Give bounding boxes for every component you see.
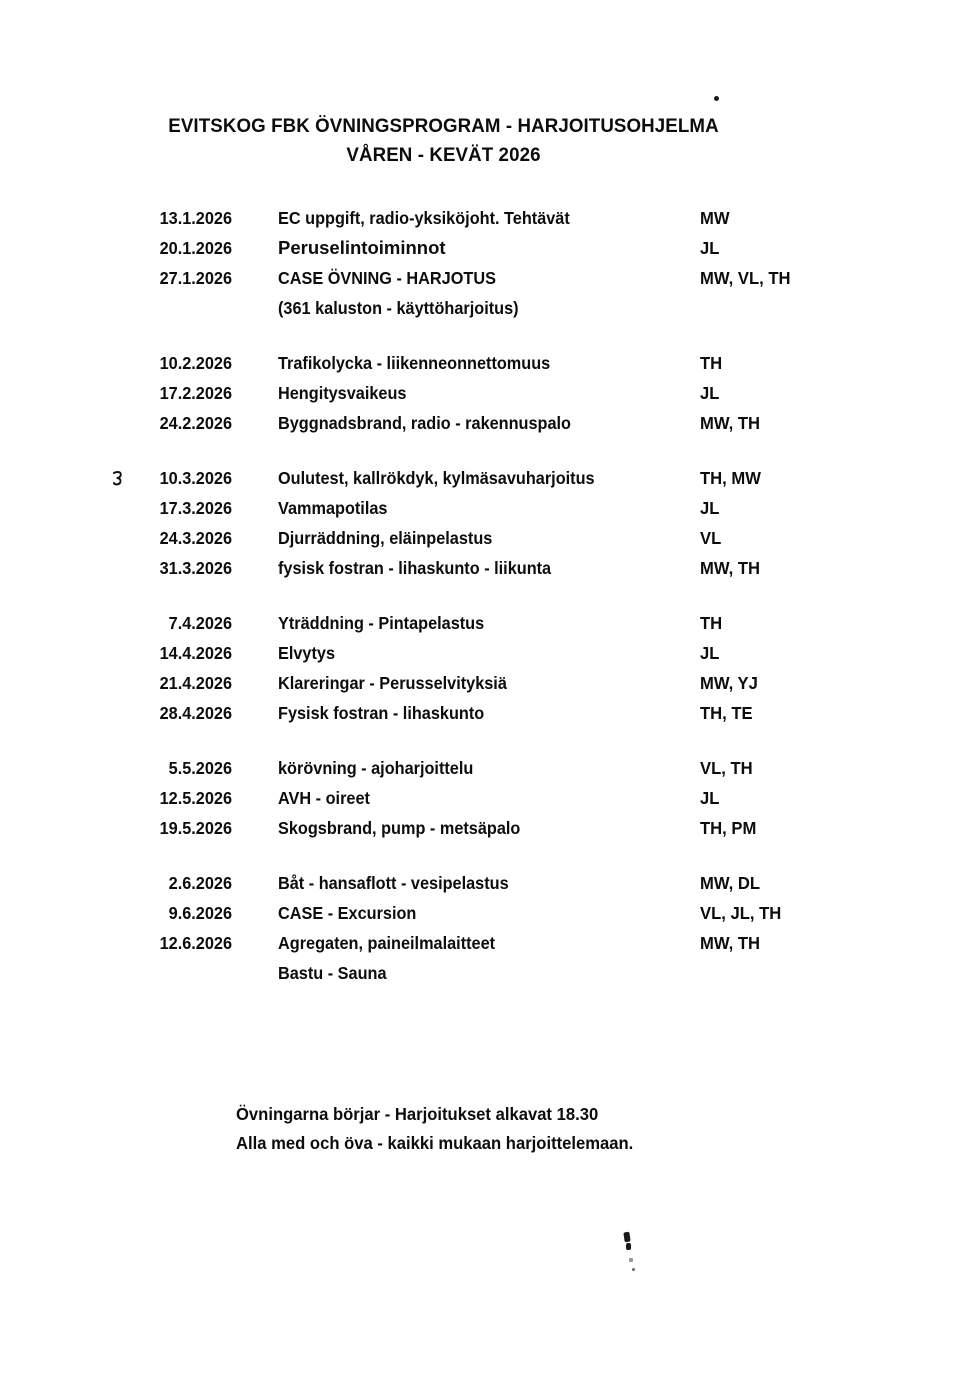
- table-row: [0, 668, 972, 698]
- table-row: [0, 638, 972, 668]
- document-title-line-2: VÅREN - KEVÄT 2026: [346, 144, 541, 166]
- schedule-instructors: VL: [700, 528, 722, 548]
- table-row: [0, 293, 972, 323]
- ink-speck-icon: [629, 1258, 633, 1262]
- table-row: [0, 783, 972, 813]
- table-row: [0, 813, 972, 843]
- ink-smudge-icon: [623, 1232, 630, 1243]
- schedule-description: Skogsbrand, pump - metsäpalo: [278, 818, 521, 838]
- schedule-description: EC uppgift, radio-yksiköjoht. Tehtävät: [278, 208, 570, 228]
- schedule-description: Oulutest, kallrökdyk, kylmäsavuharjoitus: [278, 468, 595, 488]
- handwritten-correction-icon: [112, 466, 124, 483]
- schedule-date: 12.6.2026: [159, 933, 232, 953]
- schedule-date: 13.1.2026: [159, 208, 232, 228]
- schedule-instructors: MW, DL: [700, 873, 761, 893]
- schedule-description: körövning - ajoharjoittelu: [278, 758, 474, 778]
- schedule-instructors: MW, TH: [700, 413, 761, 433]
- table-row: [0, 493, 972, 523]
- table-row: [0, 868, 972, 898]
- schedule-instructors: TH, MW: [700, 468, 761, 488]
- schedule-instructors: MW: [700, 208, 730, 228]
- ink-speck-icon: [714, 96, 719, 101]
- schedule-instructors: JL: [700, 383, 720, 403]
- schedule-description: Hengitysvaikeus: [278, 383, 407, 403]
- schedule-description: Byggnadsbrand, radio - rakennuspalo: [278, 413, 572, 433]
- schedule-instructors: VL, TH: [700, 758, 753, 778]
- schedule-month-block: [0, 753, 972, 843]
- table-row: [0, 408, 972, 438]
- schedule-date: [100, 463, 232, 493]
- footer-notes: [236, 1100, 856, 1158]
- schedule-instructors: MW, TH: [700, 933, 761, 953]
- schedule-date: 24.3.2026: [159, 528, 232, 548]
- schedule-date: 12.5.2026: [159, 788, 232, 808]
- schedule-date: 21.4.2026: [159, 673, 232, 693]
- schedule-date: 19.5.2026: [159, 818, 232, 838]
- schedule-description: Trafikolycka - liikenneonnettomuus: [278, 353, 551, 373]
- schedule-date: 28.4.2026: [159, 703, 232, 723]
- schedule-description: Fysisk fostran - lihaskunto: [278, 703, 485, 723]
- schedule-description: (361 kaluston - käyttöharjoitus): [278, 298, 519, 318]
- schedule-month-block: [0, 203, 972, 323]
- schedule-description: Klareringar - Perusselvityksiä: [278, 673, 507, 693]
- schedule-month-block: [0, 608, 972, 728]
- schedule-description: Elvytys: [278, 643, 336, 663]
- table-row: [0, 753, 972, 783]
- schedule-date-text: 10.3.2026: [159, 468, 232, 488]
- schedule-description: CASE - Excursion: [278, 903, 417, 923]
- table-row: [0, 553, 972, 583]
- table-row: [0, 233, 972, 263]
- schedule-date: 20.1.2026: [159, 238, 232, 258]
- schedule-description: Yträddning - Pintapelastus: [278, 613, 485, 633]
- table-row: [0, 378, 972, 408]
- schedule-table: [0, 203, 972, 988]
- schedule-instructors: MW, YJ: [700, 673, 758, 693]
- schedule-instructors: VL, JL, TH: [700, 903, 782, 923]
- schedule-description: Vammapotilas: [278, 498, 388, 518]
- document-header: [0, 112, 972, 170]
- table-row: [0, 348, 972, 378]
- schedule-instructors: MW, VL, TH: [700, 268, 791, 288]
- schedule-instructors: TH: [700, 353, 723, 373]
- table-row: [0, 958, 972, 988]
- schedule-instructors: JL: [700, 788, 720, 808]
- table-row: [0, 608, 972, 638]
- schedule-description: Båt - hansaflott - vesipelastus: [278, 873, 509, 893]
- schedule-instructors: TH, TE: [700, 703, 753, 723]
- footer-note-start-time: Övningarna börjar - Harjoitukset alkavat 18.30: [236, 1104, 599, 1124]
- table-row: [0, 463, 972, 493]
- schedule-instructors: JL: [700, 238, 720, 258]
- table-row: [0, 928, 972, 958]
- table-row: [0, 523, 972, 553]
- ink-speck-icon: [632, 1268, 635, 1271]
- schedule-description: AVH - oireet: [278, 788, 370, 808]
- schedule-date: 2.6.2026: [168, 873, 232, 893]
- schedule-description: fysisk fostran - lihaskunto - liikunta: [278, 558, 552, 578]
- schedule-date: 7.4.2026: [168, 613, 232, 633]
- schedule-date: 9.6.2026: [168, 903, 232, 923]
- schedule-date: 17.3.2026: [159, 498, 232, 518]
- schedule-description: CASE ÖVNING - HARJOTUS: [278, 268, 496, 288]
- schedule-instructors: JL: [700, 498, 720, 518]
- schedule-instructors: TH, PM: [700, 818, 757, 838]
- table-row: [0, 203, 972, 233]
- schedule-description: Agregaten, paineilmalaitteet: [278, 933, 496, 953]
- schedule-instructors: JL: [700, 643, 720, 663]
- table-row: [0, 698, 972, 728]
- schedule-month-block: [0, 868, 972, 988]
- table-row: [0, 263, 972, 293]
- schedule-description: Bastu - Sauna: [278, 963, 387, 983]
- schedule-instructors: MW, TH: [700, 558, 761, 578]
- schedule-date: 24.2.2026: [159, 413, 232, 433]
- schedule-date: 10.2.2026: [159, 353, 232, 373]
- schedule-description: Peruselintoiminnot: [278, 237, 446, 258]
- schedule-date: 17.2.2026: [159, 383, 232, 403]
- schedule-description: Djurräddning, eläinpelastus: [278, 528, 493, 548]
- schedule-instructors: TH: [700, 613, 723, 633]
- schedule-date: 5.5.2026: [168, 758, 232, 778]
- schedule-date: 27.1.2026: [159, 268, 232, 288]
- schedule-month-block: [0, 463, 972, 583]
- footer-note-invitation: Alla med och öva - kaikki mukaan harjoittelemaan.: [236, 1133, 634, 1153]
- ink-smudge-icon: [626, 1243, 631, 1250]
- table-row: [0, 898, 972, 928]
- schedule-date: 14.4.2026: [159, 643, 232, 663]
- document-title-line-1: EVITSKOG FBK ÖVNINGSPROGRAM - HARJOITUSOHJELMA: [168, 115, 719, 137]
- schedule-date: 31.3.2026: [159, 558, 232, 578]
- schedule-month-block: [0, 348, 972, 438]
